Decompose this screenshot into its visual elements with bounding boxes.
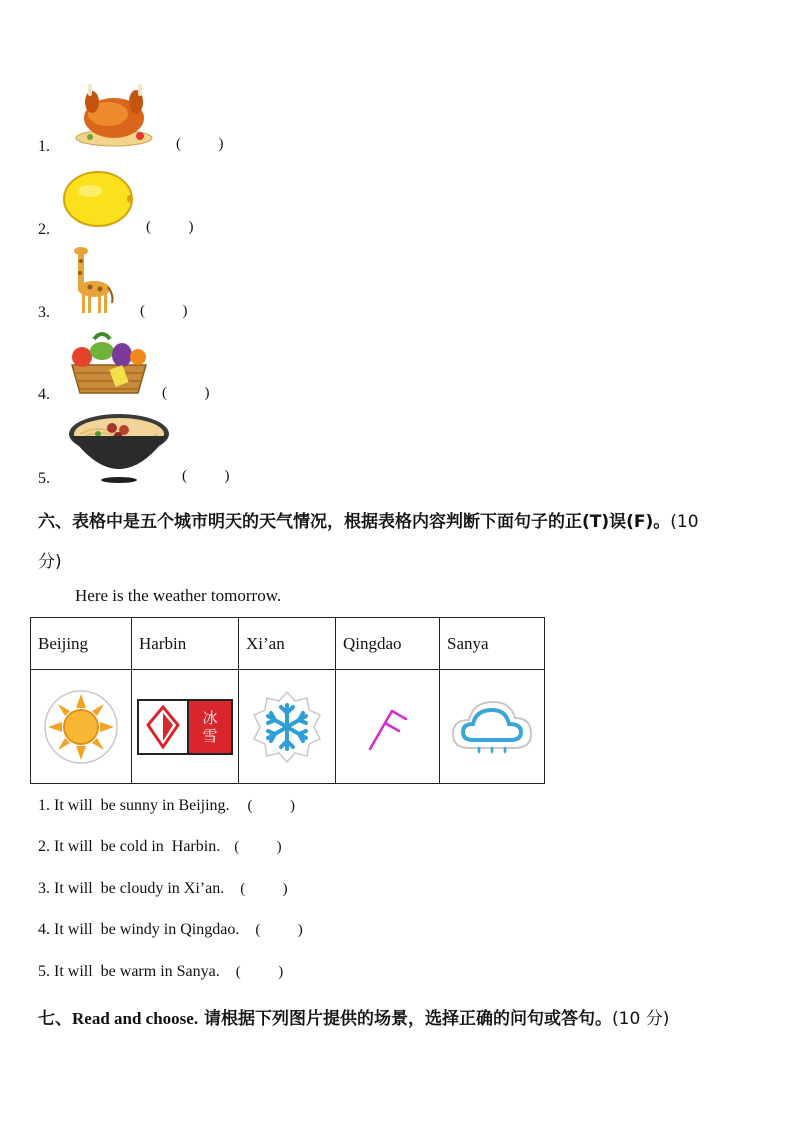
- table-intro: Here is the weather tomorrow.: [75, 586, 282, 605]
- statement-2: [38, 838, 282, 856]
- item-number: 1.: [38, 138, 50, 155]
- table-header-row: [31, 618, 545, 670]
- giraffe-picture: [70, 245, 116, 315]
- wind-icon: [358, 697, 418, 757]
- lemon-picture: [62, 169, 134, 229]
- statement-text: 5. It will be warm in Sanya.: [38, 963, 220, 980]
- item-1: [0, 80, 794, 160]
- ice-snow-sign: [137, 699, 233, 755]
- answer-blank[interactable]: ( ): [182, 468, 230, 484]
- statement-text: 4. It will be windy in Qingdao.: [38, 921, 240, 938]
- answer-blank[interactable]: ( ): [240, 881, 288, 897]
- answer-blank[interactable]: ( ): [247, 798, 296, 814]
- answer-blank[interactable]: ( ): [235, 964, 284, 980]
- section-6-score-unit: 分): [38, 552, 62, 572]
- qingdao-weather-cell: [336, 670, 440, 784]
- answer-blank[interactable]: ( ): [234, 839, 282, 855]
- roast-chicken-picture: [74, 80, 154, 150]
- harbin-weather-cell: [132, 670, 239, 784]
- sun-icon: [42, 688, 120, 766]
- item-4: [0, 325, 794, 410]
- section-7-score: (10 分): [612, 1009, 670, 1029]
- answer-blank[interactable]: ( ): [140, 303, 188, 319]
- statement-text: 3. It will be cloudy in Xi’an.: [38, 880, 225, 897]
- city-sanya: Sanya: [440, 618, 545, 670]
- statement-3: [38, 880, 288, 898]
- city-xian: Xi’an: [239, 618, 336, 670]
- city-beijing: Beijing: [31, 618, 132, 670]
- beijing-weather-cell: [31, 670, 132, 784]
- item-number: 2.: [38, 221, 50, 238]
- rain-icon: [449, 692, 535, 762]
- section-6-heading: [38, 502, 768, 582]
- section-6-score: (10: [670, 512, 699, 532]
- section-7-instruction: 请根据下列图片提供的场景，选择正确的问句或答句。: [204, 1009, 613, 1029]
- statement-4: [38, 921, 303, 939]
- answer-blank[interactable]: ( ): [176, 136, 224, 152]
- statement-text: 2. It will be cold in Harbin.: [38, 838, 221, 855]
- sign-char-snow: 雪: [202, 726, 218, 745]
- city-qingdao: Qingdao: [336, 618, 440, 670]
- item-3: [0, 245, 794, 325]
- answer-blank[interactable]: ( ): [162, 385, 210, 401]
- sign-char-ice: 冰: [202, 708, 218, 727]
- weather-table: [30, 617, 545, 784]
- item-2: [0, 165, 794, 245]
- answer-blank[interactable]: ( ): [255, 922, 303, 938]
- sanya-weather-cell: [440, 670, 545, 784]
- statement-1: [38, 797, 295, 815]
- table-icon-row: [31, 670, 545, 784]
- section-7-heading: [38, 1004, 669, 1029]
- city-harbin: Harbin: [132, 618, 239, 670]
- item-number: 3.: [38, 304, 50, 321]
- snowflake-icon: [249, 689, 325, 765]
- vegetable-basket-picture: [66, 329, 152, 397]
- xian-weather-cell: [239, 670, 336, 784]
- item-5: [0, 410, 794, 490]
- noodle-bowl-picture: [68, 412, 170, 484]
- item-number: 5.: [38, 470, 50, 487]
- item-number: 4.: [38, 386, 50, 403]
- ice-warning-icon: [146, 705, 180, 749]
- section-7-title: 七、Read and choose.: [38, 1009, 199, 1028]
- statement-text: 1. It will be sunny in Beijing.: [38, 797, 230, 814]
- answer-blank[interactable]: ( ): [146, 219, 194, 235]
- statement-5: [38, 963, 283, 981]
- section-6-heading-text: 六、表格中是五个城市明天的天气情况，根据表格内容判断下面句子的正(T)误(F)。: [38, 512, 671, 532]
